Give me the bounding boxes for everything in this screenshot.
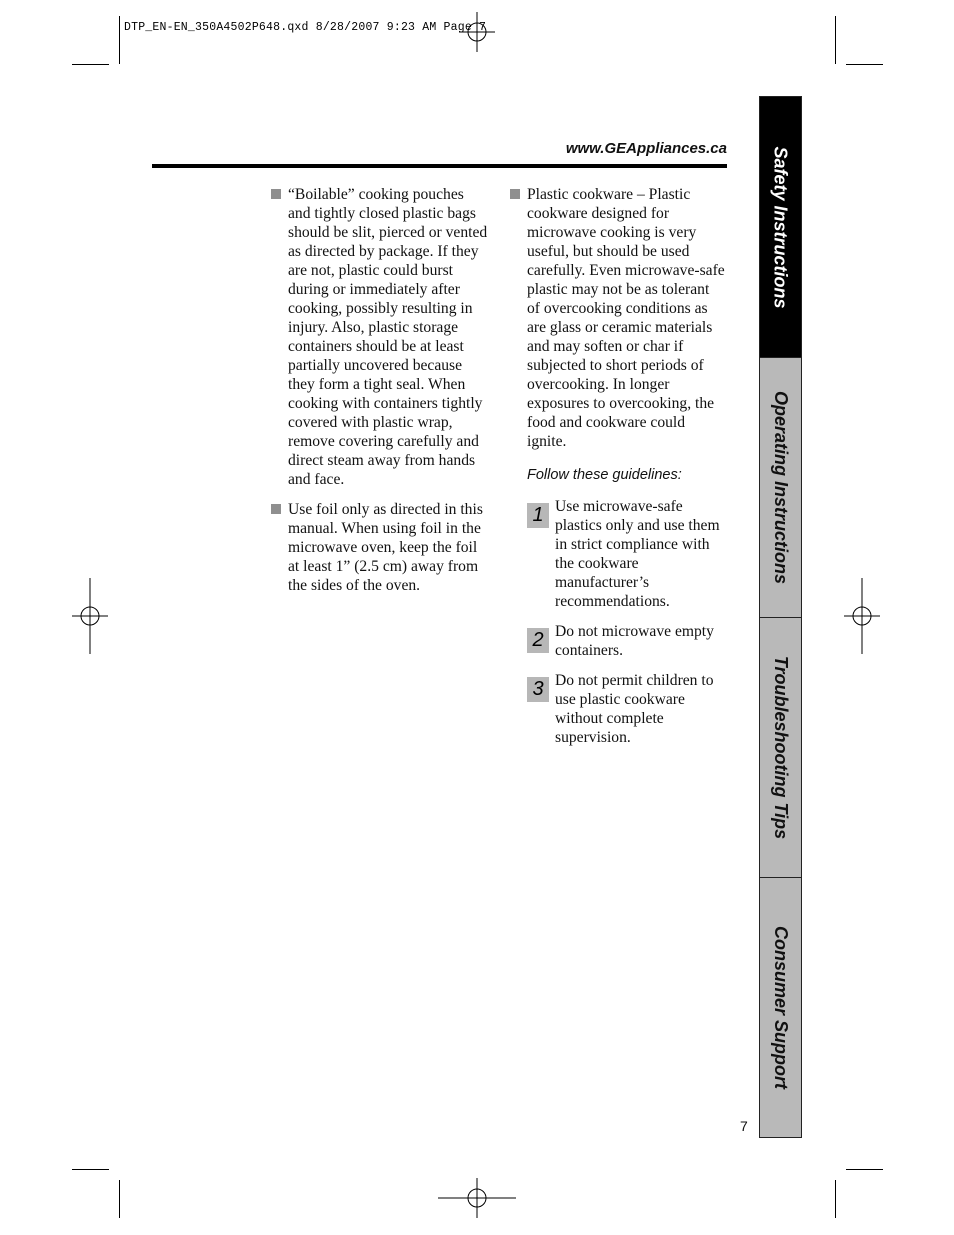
crop-mark — [72, 64, 109, 65]
crop-mark — [835, 16, 836, 64]
step-number: 2 — [527, 628, 549, 653]
tab-safety-instructions[interactable] — [759, 96, 802, 358]
print-slug: DTP_EN-EN_350A4502P648.qxd 8/28/2007 9:23 AM Page 7 — [124, 21, 487, 34]
registration-mark-right-icon — [842, 578, 882, 654]
guideline-step — [510, 622, 726, 660]
bullet-paragraph — [271, 500, 489, 595]
crop-mark — [846, 64, 883, 65]
step-text: Use microwave-safe plastics only and use them in strict compliance with the cookware manufacturer’s recommendations. — [555, 498, 720, 610]
tab-label: Consumer Support — [771, 925, 792, 1090]
tab-operating-instructions[interactable] — [759, 357, 802, 618]
guideline-step — [510, 671, 726, 747]
tab-consumer-support[interactable] — [759, 877, 802, 1138]
tab-troubleshooting-tips[interactable] — [759, 617, 802, 878]
registration-mark-bottom-icon — [438, 1178, 516, 1220]
step-number: 1 — [527, 503, 549, 528]
registration-mark-top-icon — [457, 10, 497, 54]
crop-mark — [119, 1180, 120, 1218]
step-text: Do not microwave empty containers. — [555, 623, 714, 659]
right-column — [510, 185, 726, 758]
square-bullet-icon — [271, 189, 281, 199]
crop-mark — [835, 1180, 836, 1218]
paragraph-text: Use foil only as directed in this manual. When using foil in the microwave oven, keep the foil at least 1” (2.5 cm) away from the sides of the oven. — [288, 501, 483, 594]
page-number: 7 — [740, 1118, 748, 1134]
registration-mark-left-icon — [70, 578, 110, 654]
tab-label: Troubleshooting Tips — [771, 655, 791, 840]
crop-mark — [72, 1169, 109, 1170]
square-bullet-icon — [510, 189, 520, 199]
guideline-step — [510, 497, 726, 611]
guidelines-label: Follow these guidelines: — [527, 467, 682, 483]
bullet-paragraph — [510, 185, 726, 451]
bullet-paragraph — [271, 185, 489, 489]
crop-mark — [846, 1169, 883, 1170]
square-bullet-icon — [271, 504, 281, 514]
crop-mark — [119, 16, 120, 64]
header-rule — [152, 164, 727, 168]
paragraph-text: “Boilable” cooking pouches and tightly closed plastic bags should be slit, pierced or vented as directed by package. If they are not, plastic could burst during or immediately after cooking, possibly resulting in injury. Also, plastic storage containers should be at least partially uncovered because they form a tight seal. When cooking with containers tightly covered with plastic wrap, remove covering carefully and direct steam away from hands and face. — [288, 186, 488, 488]
paragraph-text: Plastic cookware – Plastic cookware designed for microwave cooking is very useful, but should be used carefully. Even microwave-safe plastic may not be as tolerant of overcooking conditions as are glass or ceramic materials and may soften or char if subjected to short periods of overcooking. In longer exposures to overcooking, the food and cookware could ignite. — [527, 186, 725, 450]
tab-label: Operating Instructions — [771, 390, 791, 585]
tab-label: Safety Instructions — [771, 145, 792, 309]
step-text: Do not permit children to use plastic cookware without complete supervision. — [555, 672, 714, 746]
website-url: www.GEAppliances.ca — [565, 140, 727, 157]
left-column — [271, 185, 489, 606]
step-number: 3 — [527, 677, 549, 702]
